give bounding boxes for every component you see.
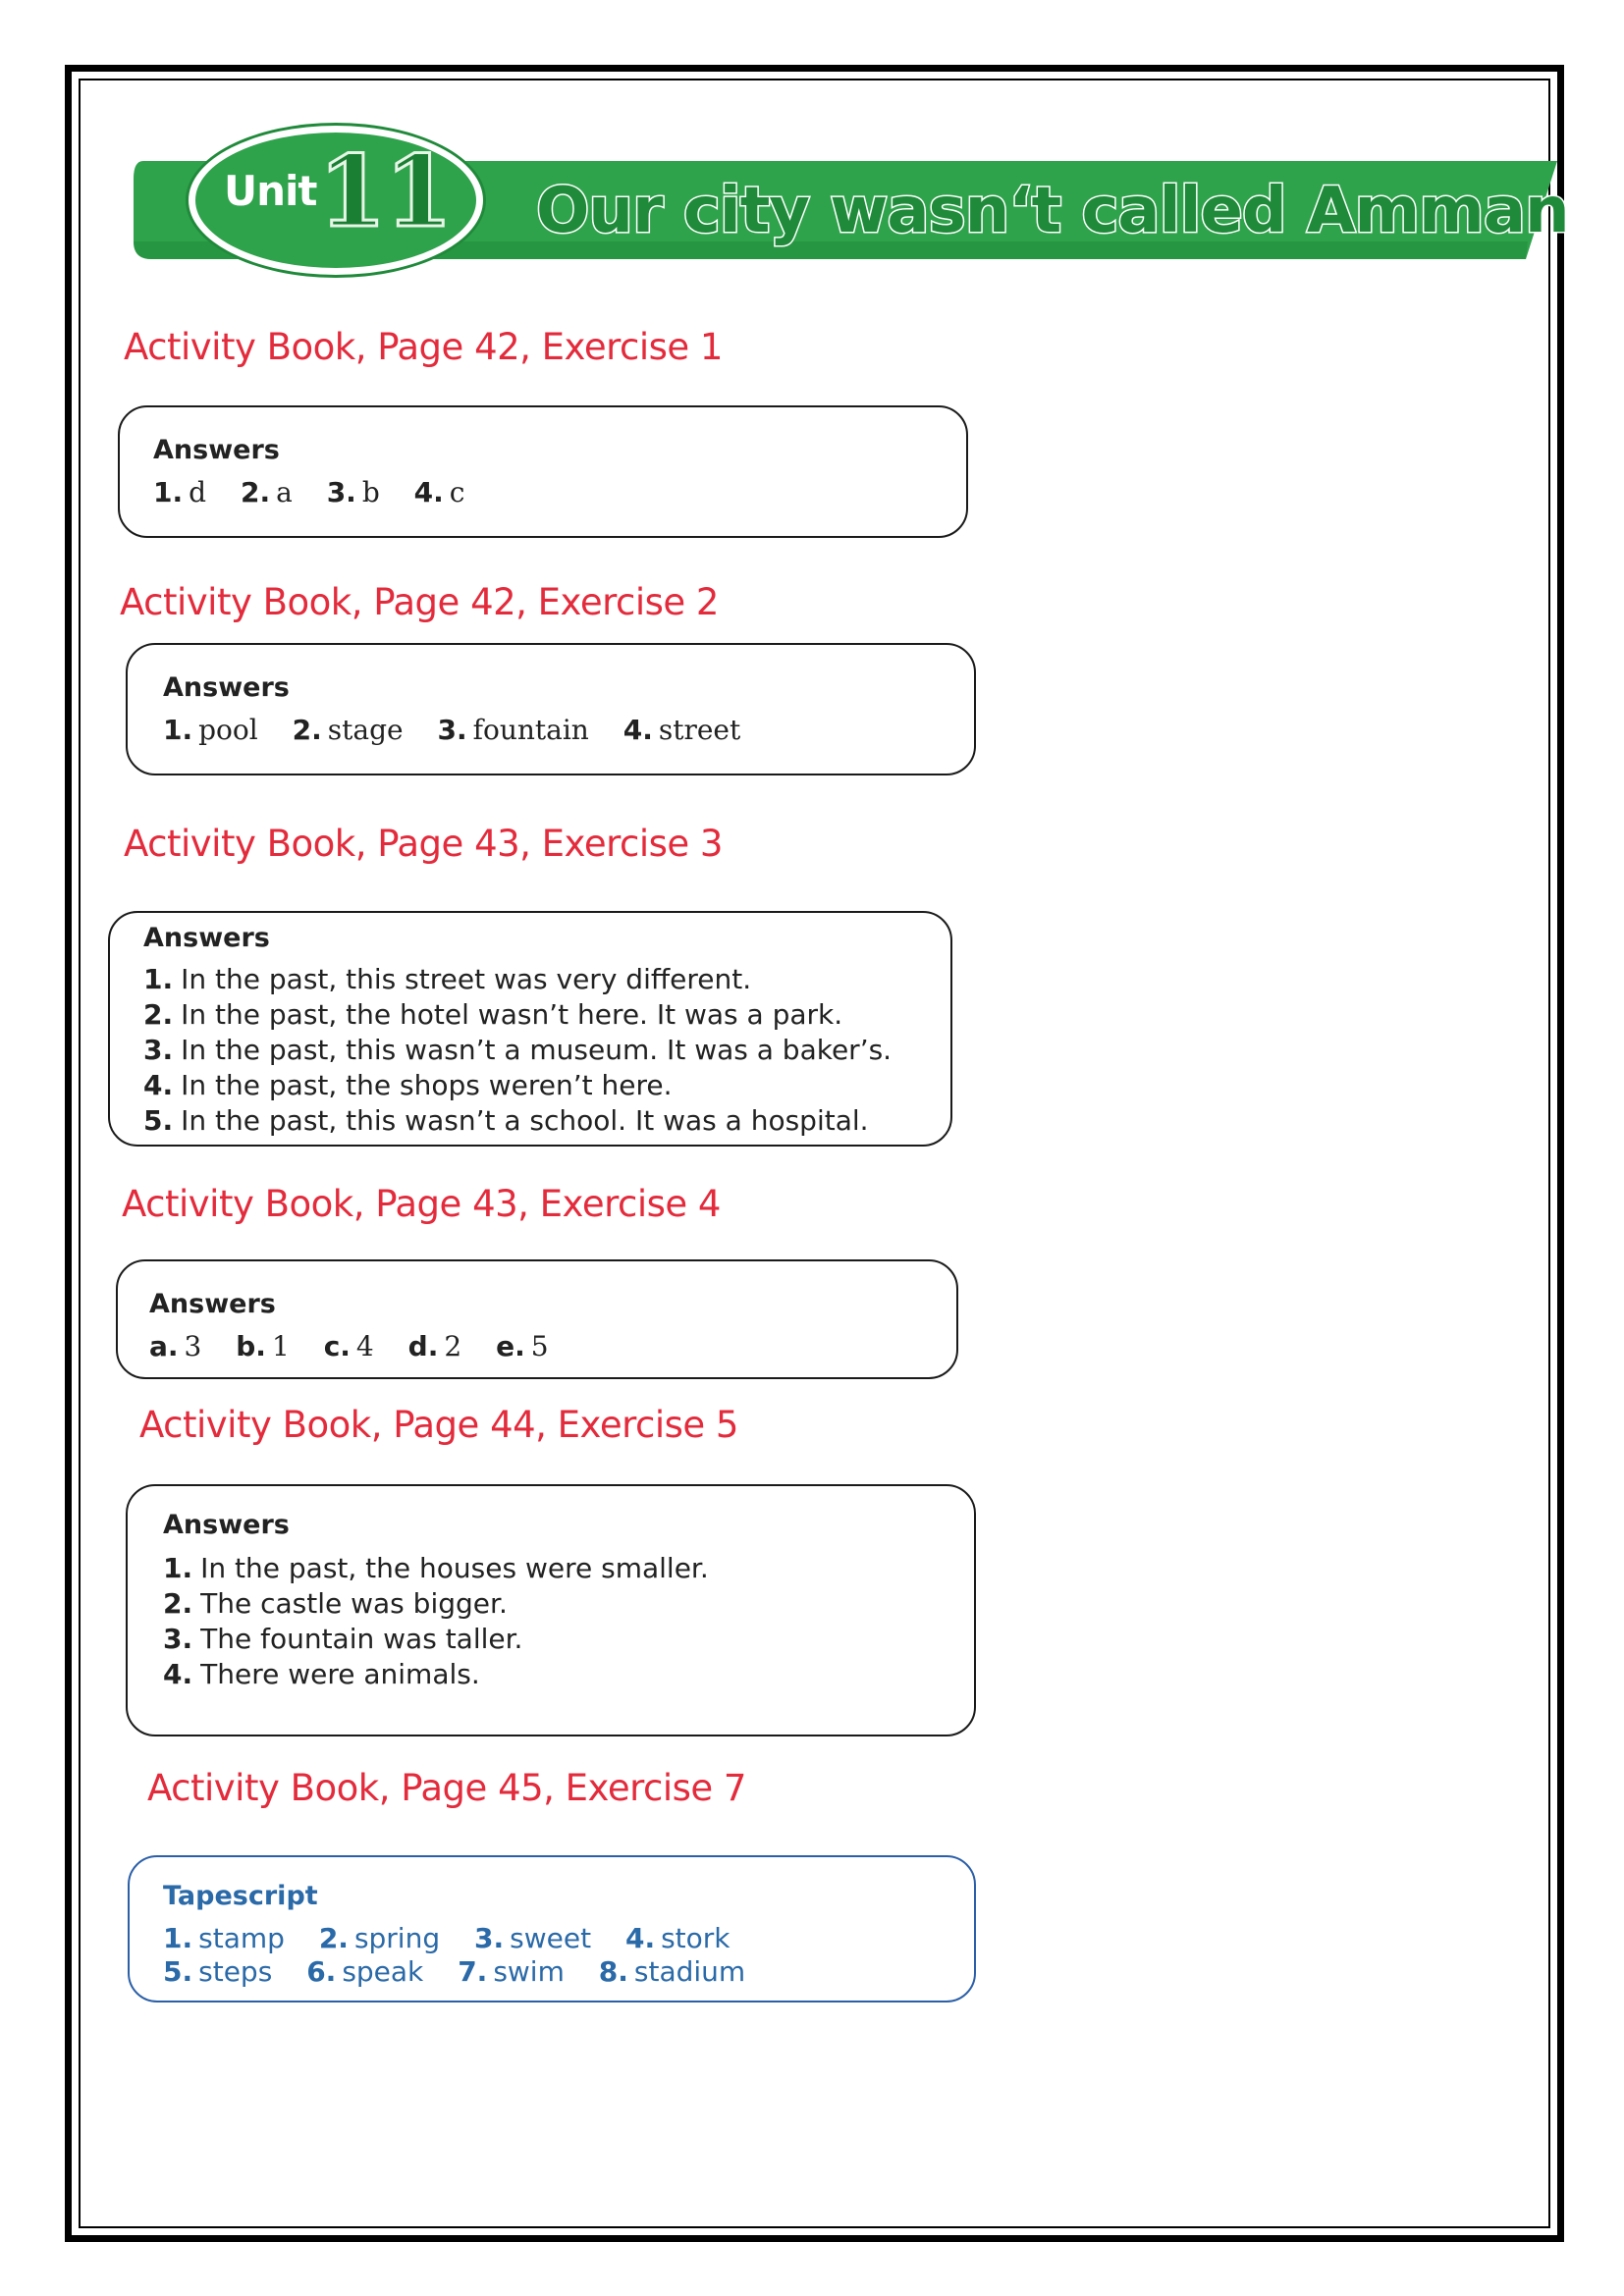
answer-line bbox=[153, 476, 490, 508]
section-heading: Activity Book, Page 45, Exercise 7 bbox=[147, 1767, 746, 1809]
answer-item: 4. c bbox=[413, 476, 465, 508]
tapescript-row bbox=[163, 1922, 756, 1954]
box-title: Answers bbox=[143, 923, 270, 953]
tapescript-item: 3. sweet bbox=[474, 1922, 592, 1954]
answer-item: 3. fountain bbox=[437, 714, 589, 746]
answer-item: 4. street bbox=[623, 714, 741, 746]
answer-line: 4. In the past, the shops weren’t here. bbox=[143, 1069, 673, 1101]
tapescript-item: 6. speak bbox=[306, 1955, 424, 1988]
answer-item: 2. stage bbox=[292, 714, 404, 746]
tapescript-item: 5. steps bbox=[163, 1955, 273, 1988]
answer-item: d. 2 bbox=[407, 1330, 462, 1362]
unit-number: 11 bbox=[318, 133, 452, 249]
answer-line: 1. In the past, this street was very different. bbox=[143, 963, 752, 995]
section-heading: Activity Book, Page 42, Exercise 2 bbox=[120, 581, 719, 623]
tapescript-item: 7. swim bbox=[458, 1955, 565, 1988]
section-heading: Activity Book, Page 42, Exercise 1 bbox=[124, 326, 723, 368]
answers-box bbox=[126, 1484, 976, 1736]
answer-list bbox=[143, 962, 892, 1139]
answer-item: 1. pool bbox=[163, 714, 258, 746]
section-heading: Activity Book, Page 43, Exercise 4 bbox=[122, 1183, 721, 1225]
box-title: Answers bbox=[153, 435, 280, 465]
answer-item: c. 4 bbox=[323, 1330, 374, 1362]
answers-box bbox=[108, 911, 952, 1147]
answer-line: 2. The castle was bigger. bbox=[163, 1587, 508, 1620]
answer-item: e. 5 bbox=[496, 1330, 549, 1362]
answer-line: 1. In the past, the houses were smaller. bbox=[163, 1552, 709, 1584]
tapescript-item: 8. stadium bbox=[598, 1955, 746, 1988]
answer-line: 2. In the past, the hotel wasn’t here. It was a park. bbox=[143, 998, 843, 1031]
unit-banner bbox=[134, 126, 1569, 283]
answer-line: 3. In the past, this wasn’t a museum. It was a baker’s. bbox=[143, 1034, 893, 1066]
unit-label: Unit bbox=[224, 167, 317, 215]
answer-line: 4. There were animals. bbox=[163, 1658, 480, 1690]
answer-item: 2. a bbox=[240, 476, 293, 508]
tapescript-row bbox=[163, 1955, 771, 1988]
answer-list bbox=[163, 1551, 709, 1692]
section-heading: Activity Book, Page 43, Exercise 3 bbox=[124, 823, 723, 865]
box-title: Answers bbox=[163, 672, 290, 703]
answer-item: a. 3 bbox=[149, 1330, 202, 1362]
answer-item: b. 1 bbox=[236, 1330, 290, 1362]
tapescript-item: 4. stork bbox=[624, 1922, 731, 1954]
tapescript-item: 2. spring bbox=[318, 1922, 441, 1954]
box-title: Tapescript bbox=[163, 1881, 318, 1911]
answer-line bbox=[149, 1330, 574, 1362]
answer-item: 1. d bbox=[153, 476, 207, 508]
box-title: Answers bbox=[149, 1289, 276, 1319]
answer-line bbox=[163, 714, 766, 746]
answer-item: 3. b bbox=[326, 476, 380, 508]
box-title: Answers bbox=[163, 1510, 290, 1540]
answers-box bbox=[116, 1259, 958, 1379]
answers-box bbox=[126, 643, 976, 775]
answer-line: 3. The fountain was taller. bbox=[163, 1623, 523, 1655]
answers-box bbox=[118, 405, 968, 538]
section-heading: Activity Book, Page 44, Exercise 5 bbox=[139, 1404, 738, 1446]
unit-title: Our city wasn‘t called Amman bbox=[536, 175, 1569, 247]
tapescript-box bbox=[128, 1855, 976, 2002]
tapescript-item: 1. stamp bbox=[163, 1922, 285, 1954]
answer-line: 5. In the past, this wasn’t a school. It was a hospital. bbox=[143, 1104, 869, 1137]
